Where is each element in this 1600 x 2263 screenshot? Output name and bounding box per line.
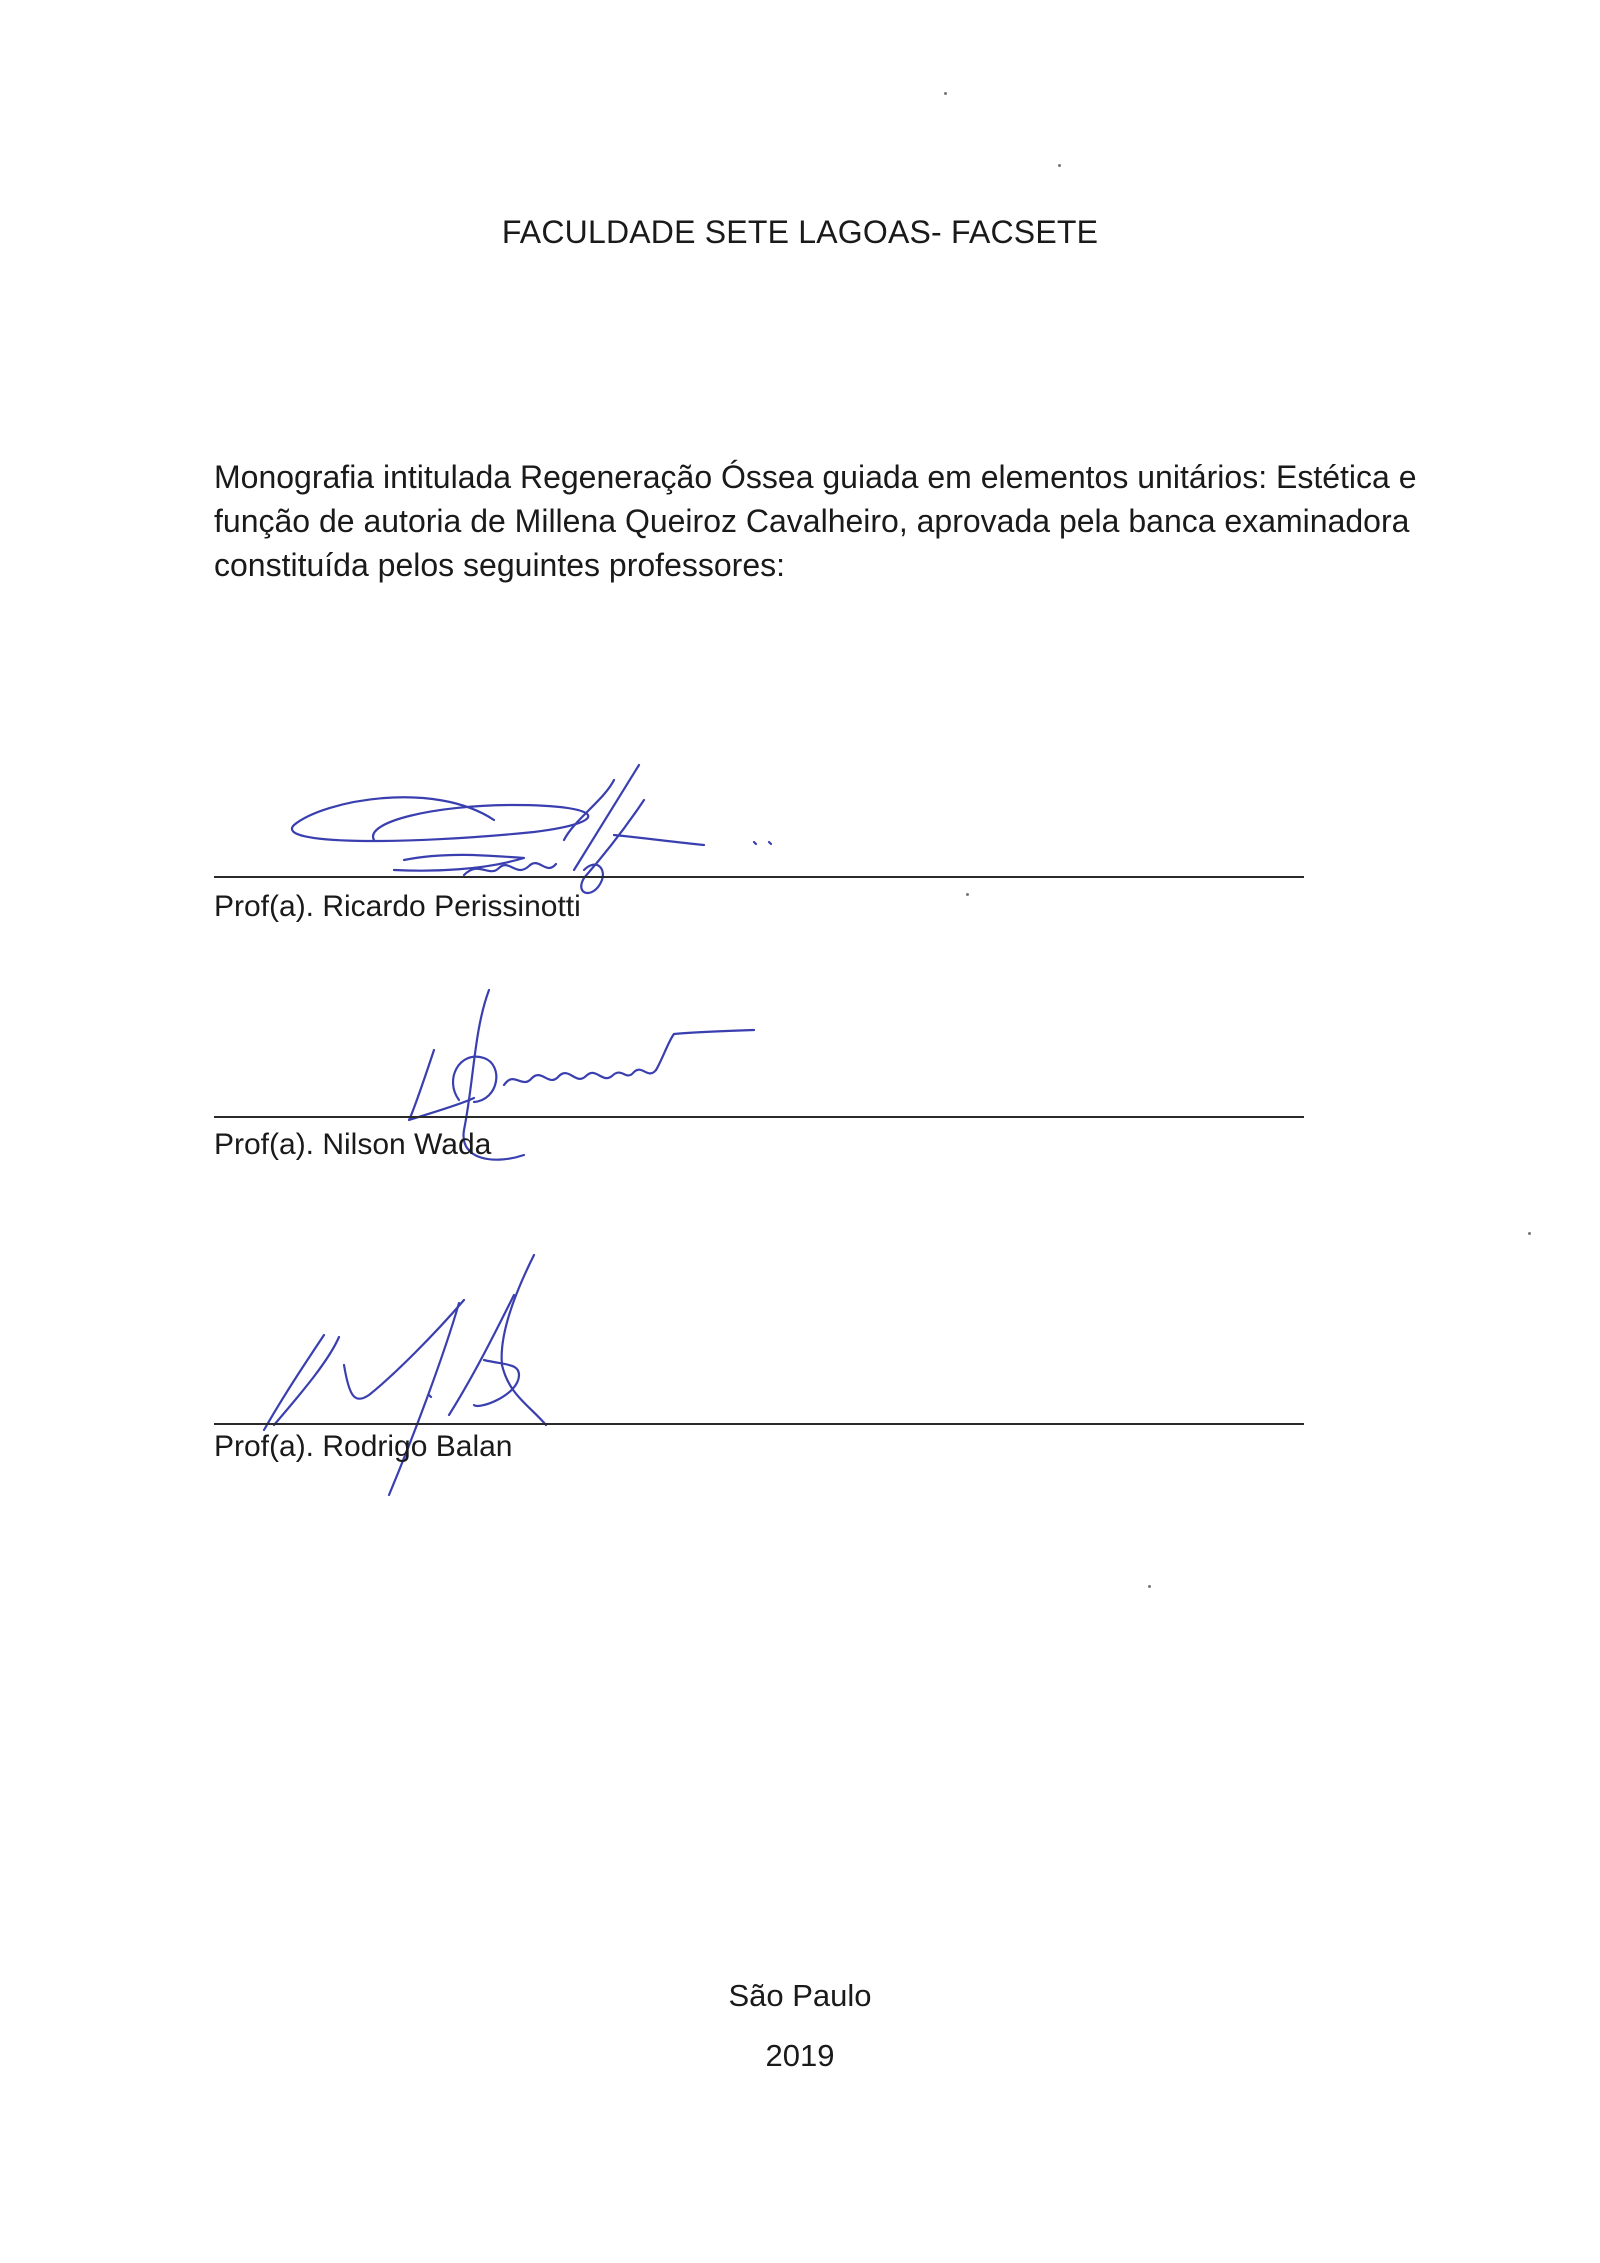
examiner-signature-block-3: [214, 1255, 1304, 1495]
scan-speck: [1148, 1585, 1151, 1588]
signature-rodrigo-balan: [234, 1255, 694, 1505]
signature-ricardo-perissinotti: [284, 760, 804, 910]
signature-line: [214, 1116, 1304, 1118]
examiner-signature-block-1: [214, 760, 1304, 930]
examiner-name-1: Prof(a). Ricardo Perissinotti: [214, 890, 581, 923]
examiner-name-3: Prof(a). Rodrigo Balan: [214, 1430, 513, 1463]
signature-line: [214, 876, 1304, 878]
examiner-signature-block-2: [214, 990, 1304, 1170]
examiner-name-2: Prof(a). Nilson Wada: [214, 1128, 492, 1161]
city: São Paulo: [728, 1978, 872, 2013]
approval-statement: Monografia intitulada Regeneração Óssea guiada em elementos unitários: Estética e função de autoria de Millena Queiroz Cavalheiro, aprovada pela banca examinadora constituída pelos seguintes professores:: [214, 459, 1417, 583]
signature-line: [214, 1423, 1304, 1425]
scan-speck: [944, 92, 947, 95]
scan-speck: [1528, 1232, 1531, 1235]
year: 2019: [765, 2038, 835, 2073]
institution-title: FACULDADE SETE LAGOAS- FACSETE: [501, 214, 1099, 250]
scan-speck: [1058, 164, 1061, 167]
